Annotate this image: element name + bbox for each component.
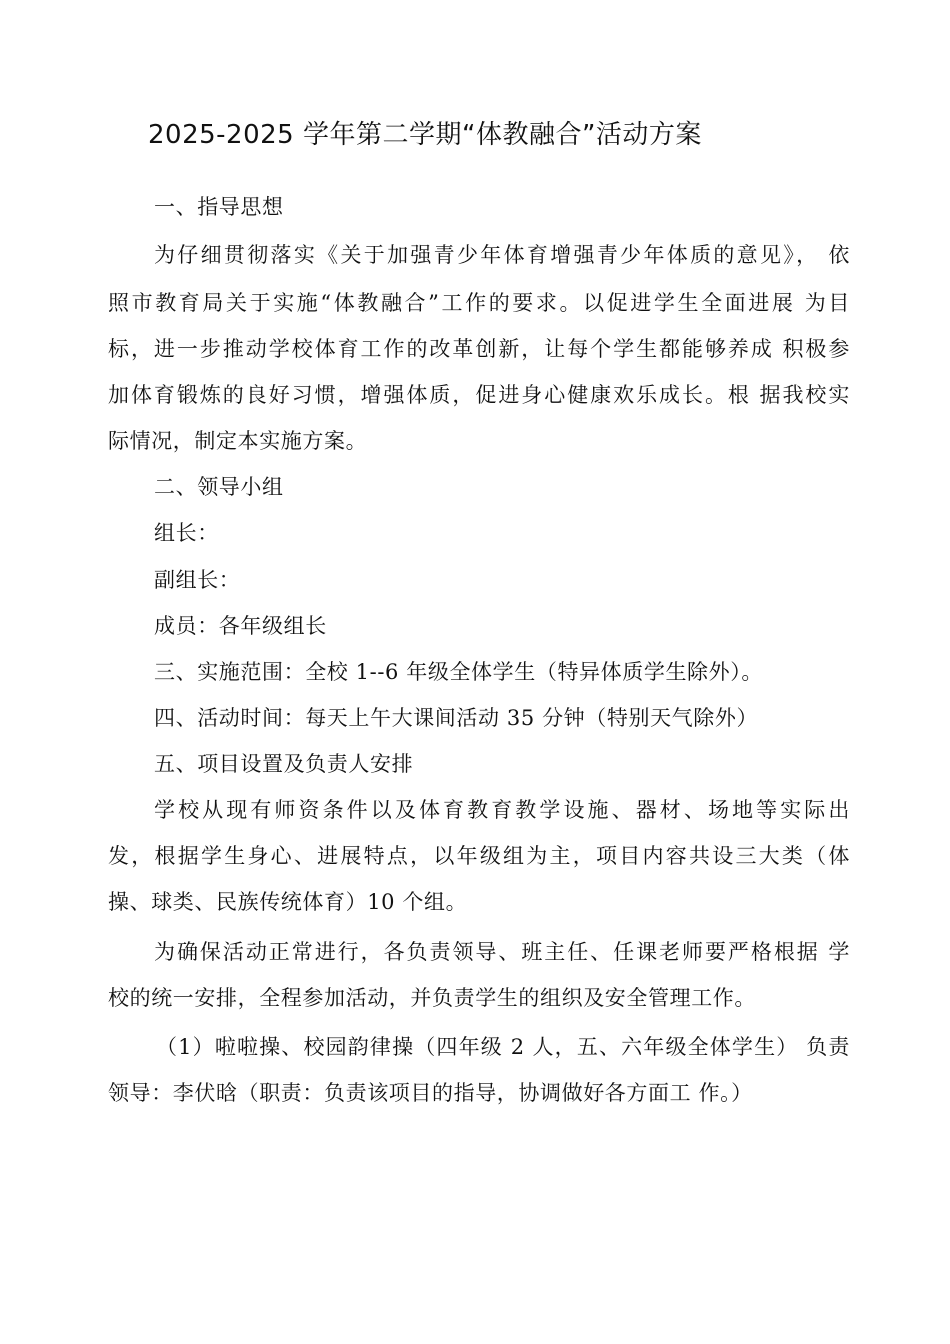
section-heading-activity-time: 四、活动时间：每天上午大课间活动 35 分钟（特别天气除外） [154,706,759,730]
group-leader-line: 组长： [154,521,219,545]
section-heading-leadership-group: 二、领导小组 [154,475,284,499]
paragraph-line: 照市教育局关于实施“体教融合”工作的要求。以促进学生全面进展 为目 [108,291,850,315]
section-heading-scope: 三、实施范围：全校 1--6 年级全体学生（特异体质学生除外）。 [154,660,763,684]
paragraph-line: 校的统一安排，全程参加活动，并负责学生的组织及安全管理工作。 [108,986,756,1010]
members-line: 成员：各年级组长 [154,614,327,638]
paragraph-line: 际情况，制定本实施方案。 [108,429,368,453]
paragraph-line: 加体育锻炼的良好习惯，增强体质，促进身心健康欢乐成长。根 据我校实 [108,383,850,407]
paragraph-line: 发，根据学生身心、进展特点，以年级组为主，项目内容共设三大类（体 [108,844,850,868]
section-heading-project-setup: 五、项目设置及负责人安排 [154,752,414,776]
item-1-line: （1）啦啦操、校园韵律操（四年级 2 人，五、六年级全体学生） 负责 [156,1035,850,1059]
paragraph-line: 标，进一步推动学校体育工作的改革创新，让每个学生都能够养成 积极参 [108,337,850,361]
paragraph-line: 学校从现有师资条件以及体育教育教学设施、器材、场地等实际出 [154,798,850,822]
item-1-line: 领导：李伏晗（职责：负责该项目的指导，协调做好各方面工 作。） [108,1081,753,1105]
paragraph-line: 操、球类、民族传统体育）10 个组。 [108,890,468,914]
paragraph-line: 为仔细贯彻落实《关于加强青少年体育增强青少年体质的意见》， 依 [154,243,850,267]
document-title: 2025-2025 学年第二学期“体教融合”活动方案 [148,120,702,150]
paragraph-line: 为确保活动正常进行，各负责领导、班主任、任课老师要严格根据 学 [154,940,850,964]
section-heading-guiding-ideology: 一、指导思想 [154,195,284,219]
deputy-leader-line: 副组长： [154,568,241,592]
